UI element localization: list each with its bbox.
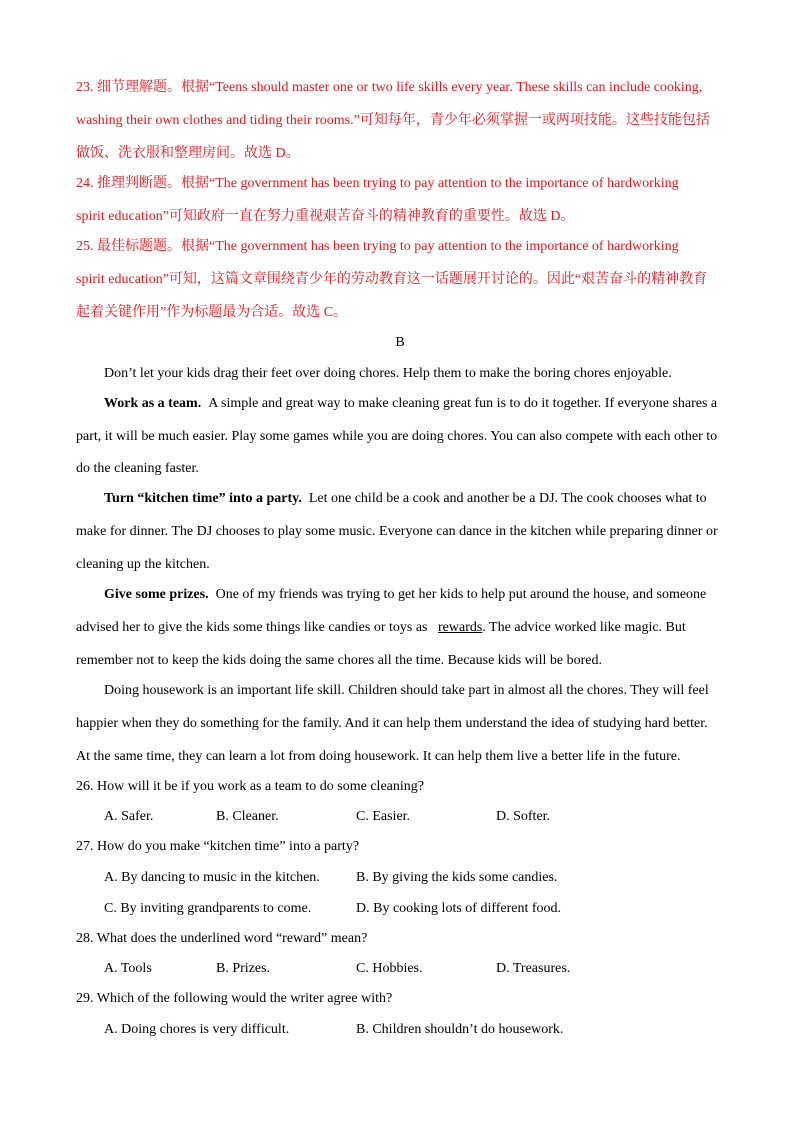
- answer-23-line-2: washing their own clothes and tiding their rooms.”可知每年，青少年必须掌握一或两项技能。这些技能包括: [76, 113, 710, 128]
- question-27-stem: 27. How do you make “kitchen time” into a party?: [76, 839, 360, 854]
- question-29-option-a: A. Doing chores is very difficult.: [104, 1022, 290, 1037]
- paragraph-1-heading: Work as a team.: [104, 396, 202, 411]
- question-26-stem: 26. How will it be if you work as a team to do some cleaning?: [76, 779, 424, 794]
- paragraph-3-heading: Give some prizes.: [104, 587, 209, 602]
- question-28-option-a: A. Tools: [104, 961, 152, 976]
- answer-24-line-1: 24. 推理判断题。根据“The government has been trying to pay attention to the importance of hardworking: [76, 176, 679, 191]
- paragraph-4-line-1: Doing housework is an important life skill. Children should take part in almost all the chores. They will feel: [104, 683, 709, 698]
- paragraph-1-line-2: part, it will be much easier. Play some games while you are doing chores. You can also compete with each other to: [76, 429, 718, 444]
- answer-25-line-3: 起着关键作用”作为标题最为合适。故选 C。: [76, 305, 348, 320]
- question-28-stem: 28. What does the underlined word “reward” mean?: [76, 931, 368, 946]
- paragraph-3-line-2: [76, 619, 686, 637]
- answer-23-line-1: 23. 细节理解题。根据“Teens should master one or two life skills every year. These skills can include cooking,: [76, 80, 703, 95]
- paragraph-2-line-1: [104, 490, 707, 508]
- paragraph-2-heading: Turn “kitchen time” into a party.: [104, 491, 302, 506]
- paragraph-3-line-3: remember not to keep the kids doing the same chores all the time. Because kids will be bored.: [76, 653, 603, 668]
- answer-25-line-2: spirit education”可知，这篇文章围绕青少年的劳动教育这一话题展开讨论的。因此“艰苦奋斗的精神教育: [76, 272, 708, 287]
- question-26-option-a: A. Safer.: [104, 809, 154, 824]
- paragraph-3-text-a: advised her to give the kids some things like candies or toys as: [76, 620, 428, 635]
- paragraph-4-line-3: At the same time, they can learn a lot from doing housework. It can help them live a better life in the future.: [76, 749, 681, 764]
- question-27-option-d: D. By cooking lots of different food.: [356, 901, 562, 916]
- paragraph-3-text-b: . The advice worked like magic. But: [482, 620, 686, 635]
- answer-25-line-1: 25. 最佳标题题。根据“The government has been trying to pay attention to the importance of hardworking: [76, 239, 679, 254]
- paragraph-2-line-3: cleaning up the kitchen.: [76, 557, 210, 572]
- answer-24-line-2: spirit education”可知政府一直在努力重视艰苦奋斗的精神教育的重要性。故选 D。: [76, 209, 575, 224]
- paragraph-4-line-2: happier when they do something for the family. And it can help them understand the idea of studying hard better.: [76, 716, 708, 731]
- section-label: B: [395, 335, 405, 350]
- paragraph-3-line-1: [104, 586, 706, 604]
- question-26-option-d: D. Softer.: [496, 809, 551, 824]
- paragraph-1-text: A simple and great way to make cleaning great fun is to do it together. If everyone shares a: [208, 396, 718, 411]
- question-27-option-a: A. By dancing to music in the kitchen.: [104, 870, 320, 885]
- underlined-word-rewards: rewards: [438, 620, 483, 635]
- answer-23-line-3: 做饭、洗衣服和整理房间。故选 D。: [76, 146, 300, 161]
- paragraph-2-line-2: make for dinner. The DJ chooses to play some music. Everyone can dance in the kitchen while preparing dinner or: [76, 524, 718, 539]
- question-29-option-b: B. Children shouldn’t do housework.: [356, 1022, 564, 1037]
- paragraph-2-text: Let one child be a cook and another be a DJ. The cook chooses what to: [308, 491, 707, 506]
- question-28-option-c: C. Hobbies.: [356, 961, 423, 976]
- question-27-option-c: C. By inviting grandparents to come.: [104, 901, 312, 916]
- paragraph-3-text: One of my friends was trying to get her kids to help put around the house, and someone: [215, 587, 707, 602]
- question-26-option-b: B. Cleaner.: [216, 809, 279, 824]
- question-28-option-b: B. Prizes.: [216, 961, 271, 976]
- question-28-option-d: D. Treasures.: [496, 961, 571, 976]
- paragraph-1-line-3: do the cleaning faster.: [76, 461, 199, 476]
- question-26-option-c: C. Easier.: [356, 809, 411, 824]
- paragraph-1-line-1: [104, 395, 717, 413]
- passage-intro: Don’t let your kids drag their feet over doing chores. Help them to make the boring chores enjoyable.: [104, 366, 672, 381]
- question-29-stem: 29. Which of the following would the writer agree with?: [76, 991, 393, 1006]
- question-27-option-b: B. By giving the kids some candies.: [356, 870, 558, 885]
